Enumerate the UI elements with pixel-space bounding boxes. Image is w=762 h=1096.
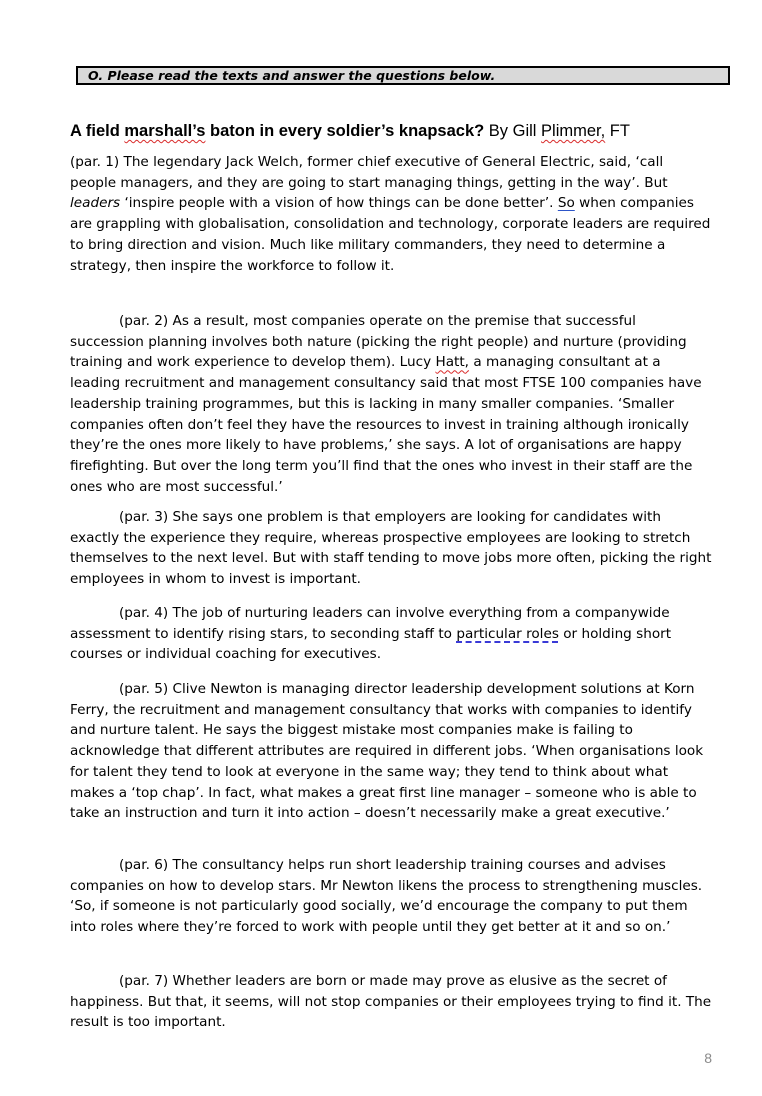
instruction-banner: O. Please read the texts and answer the questions below. — [76, 66, 730, 85]
article-title — [70, 120, 720, 142]
style-flag: particular roles — [456, 625, 559, 642]
spellcheck-flag: Plimmer, — [541, 122, 606, 140]
page-number: 8 — [704, 1050, 712, 1066]
paragraph-4: (par. 4) The job of nurturing leaders can involve everything from a companywide assessment to identify rising stars, to seconding staff to particular roles or holding short courses or individual coaching for executives. — [70, 605, 672, 663]
paragraph-2: (par. 2) As a result, most companies operate on the premise that successful succession planning involves both nature (picking the right people) and nurture (providing training and work experience to develop them). Lucy Hatt, a managing consultant at a leading recruitment and management consultancy said that most FTSE 100 companies have leadership training programmes, but this is lacking in many smaller companies. ‘Smaller companies often don’t feel they have the resources to invest in training although ironically they’re the ones more likely to have problems,’ she says. A lot of organisations are happy firefighting. But over the long term you’ll find that the ones who invest in their staff are the ones who are most successful.’ — [70, 313, 702, 495]
spellcheck-flag: Hatt, — [435, 354, 470, 371]
paragraph-7: (par. 7) Whether leaders are born or made may prove as elusive as the secret of happiness. But that, it seems, will not stop companies or their employees trying to find it. The result is too important. — [70, 973, 712, 1031]
byline: By Gill Plimmer, FT — [484, 122, 630, 140]
grammar-flag: So — [557, 195, 575, 212]
paragraph-6: (par. 6) The consultancy helps run short leadership training courses and advises companies on how to develop stars. Mr Newton likens the process to strengthening muscles. ‘So, if someone is not particularly good socially, we’d encourage the company to put them into roles where they’re forced to work with people until they get better at it and so on.’ — [70, 857, 703, 936]
spellcheck-flag: marshall’s — [124, 122, 206, 140]
paragraph-3: (par. 3) She says one problem is that employers are looking for candidates with exactly the experience they require, whereas prospective employees are looking to stretch themselves to the next level. But with staff tending to move jobs more often, picking the right employees in whom to invest is important. — [70, 509, 712, 588]
paragraph-1: (par. 1) The legendary Jack Welch, former chief executive of General Electric, said, ‘call people managers, and they are going to start managing things, getting in the way’. But leaders ‘inspire people with a vision of how things can be done better’. So when companies are grappling with globalisation, consolidation and technology, corporate leaders are required to bring direction and vision. Much like military commanders, they need to determine a strategy, then inspire the workforce to follow it. — [70, 154, 711, 274]
headline: A field marshall’s baton in every soldier’s knapsack? — [70, 122, 485, 140]
paragraph-5: (par. 5) Clive Newton is managing director leadership development solutions at Korn Ferry, the recruitment and management consultancy that works with companies to identify and nurture talent. He says the biggest mistake most companies make is failing to acknowledge that different attributes are required in different jobs. ‘When organisations look for talent they tend to look at everyone in the same way; they tend to think about what makes a ‘top chap’. In fact, what makes a great first line manager – someone who is able to take an instruction and turn it into action – doesn’t necessarily make a great executive.’ — [70, 681, 704, 822]
